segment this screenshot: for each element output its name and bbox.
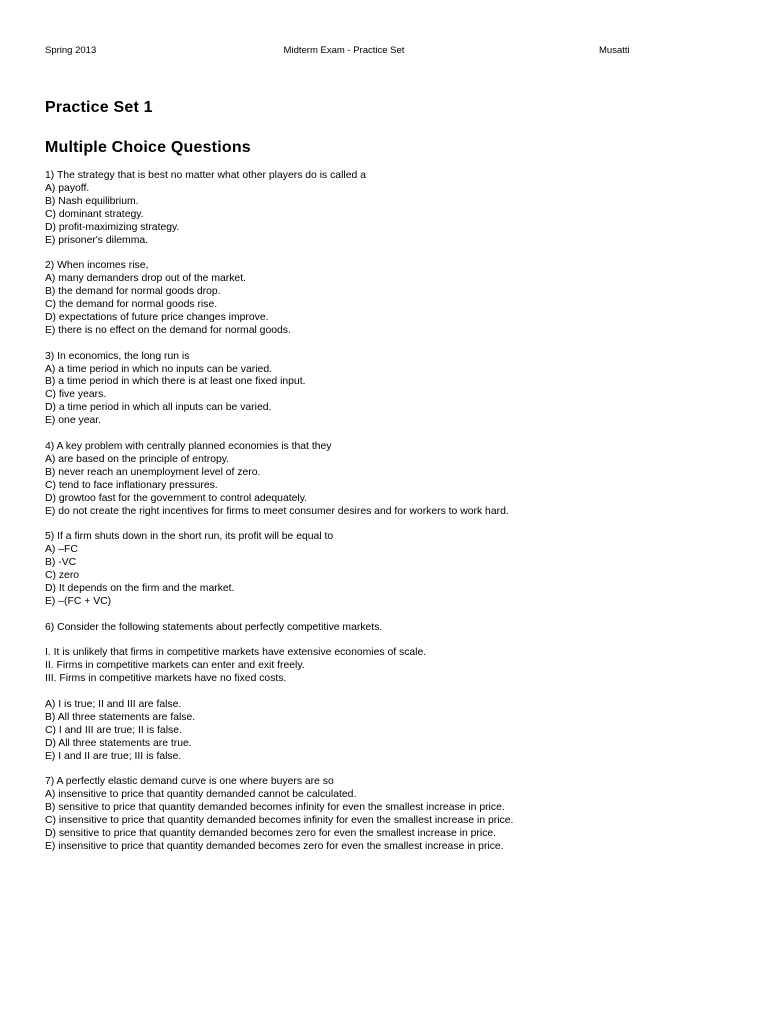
question-line: 5) If a firm shuts down in the short run, its profit will be equal to <box>45 531 334 543</box>
answer-line: B) never reach an unemployment level of zero. <box>45 466 261 478</box>
answer-line: C) I and III are true; II is false. <box>45 724 182 736</box>
answer-line: III. Firms in competitive markets have no fixed costs. <box>45 673 287 685</box>
header-author: Musatti <box>599 45 630 56</box>
answer-line: E) there is no effect on the demand for normal goods. <box>45 324 291 336</box>
answer-line: A) many demanders drop out of the market. <box>45 273 246 285</box>
question-block <box>45 622 745 635</box>
question-list <box>45 170 745 867</box>
question-line: 1) The strategy that is best no matter what other players do is called a <box>45 170 366 181</box>
answer-line: B) Nash equilibrium. <box>45 195 139 207</box>
question-line: I. It is unlikely that firms in competitive markets have extensive economies of scale. <box>45 647 427 659</box>
answer-line: A) are based on the principle of entropy. <box>45 453 230 465</box>
answer-line: D) It depends on the firm and the market. <box>45 582 235 594</box>
answer-line: D) a time period in which all inputs can be varied. <box>45 402 272 414</box>
question-line: A) I is true; II and III are false. <box>45 699 182 711</box>
question-block <box>45 170 745 247</box>
answer-line: E) one year. <box>45 415 102 427</box>
answer-line: A) insensitive to price that quantity demanded cannot be calculated. <box>45 789 357 801</box>
header-exam-title <box>0 45 768 57</box>
answer-line: A) –FC <box>45 544 78 556</box>
answer-line: D) profit-maximizing strategy. <box>45 221 180 233</box>
answer-line: B) the demand for normal goods drop. <box>45 286 221 298</box>
answer-line: A) payoff. <box>45 182 90 194</box>
answer-line: C) zero <box>45 570 80 582</box>
answer-line: D) sensitive to price that quantity demanded becomes zero for even the smallest increase in price. <box>45 828 497 840</box>
answer-line: C) the demand for normal goods rise. <box>45 299 218 311</box>
answer-line: C) tend to face inflationary pressures. <box>45 479 218 491</box>
answer-line: D) expectations of future price changes improve. <box>45 311 269 323</box>
page-title: Practice Set 1 <box>45 99 153 116</box>
answer-line: B) -VC <box>45 557 77 569</box>
question-line: 2) When incomes rise, <box>45 260 149 272</box>
answer-line: II. Firms in competitive markets can enter and exit freely. <box>45 660 305 672</box>
section-heading: Multiple Choice Questions <box>45 139 251 156</box>
header-exam-title-text: Midterm Exam - Practice Set <box>283 45 405 56</box>
question-block <box>45 776 745 853</box>
answer-line: D) All three statements are true. <box>45 737 192 749</box>
answer-line: E) insensitive to price that quantity demanded becomes zero for even the smallest increase in price. <box>45 841 504 852</box>
question-line: 3) In economics, the long run is <box>45 350 190 362</box>
answer-line: E) –(FC + VC) <box>45 595 112 607</box>
answer-line: C) insensitive to price that quantity demanded becomes infinity for even the smallest increase in price. <box>45 815 514 827</box>
answer-line: E) I and II are true; III is false. <box>45 750 182 762</box>
answer-line: B) sensitive to price that quantity demanded becomes infinity for even the smallest increase in price. <box>45 802 505 814</box>
question-block <box>45 351 745 428</box>
answer-line: C) dominant strategy. <box>45 208 144 220</box>
answer-line: B) a time period in which there is at least one fixed input. <box>45 376 306 388</box>
answer-line: D) growtoo fast for the government to control adequately. <box>45 492 308 504</box>
question-block <box>45 260 745 337</box>
question-block <box>45 531 745 608</box>
answer-line: C) five years. <box>45 389 107 401</box>
header-semester: Spring 2013 <box>45 45 97 56</box>
question-line: 7) A perfectly elastic demand curve is one where buyers are so <box>45 776 334 788</box>
question-block <box>45 647 745 686</box>
question-line: 6) Consider the following statements about perfectly competitive markets. <box>45 621 383 633</box>
question-line: 4) A key problem with centrally planned economies is that they <box>45 440 332 452</box>
answer-line: B) All three statements are false. <box>45 711 196 723</box>
answer-line: E) prisoner's dilemma. <box>45 234 149 246</box>
answer-line: A) a time period in which no inputs can be varied. <box>45 363 272 375</box>
question-block <box>45 699 745 764</box>
answer-line: E) do not create the right incentives for firms to meet consumer desires and for workers to work hard. <box>45 505 509 517</box>
question-block <box>45 441 745 518</box>
